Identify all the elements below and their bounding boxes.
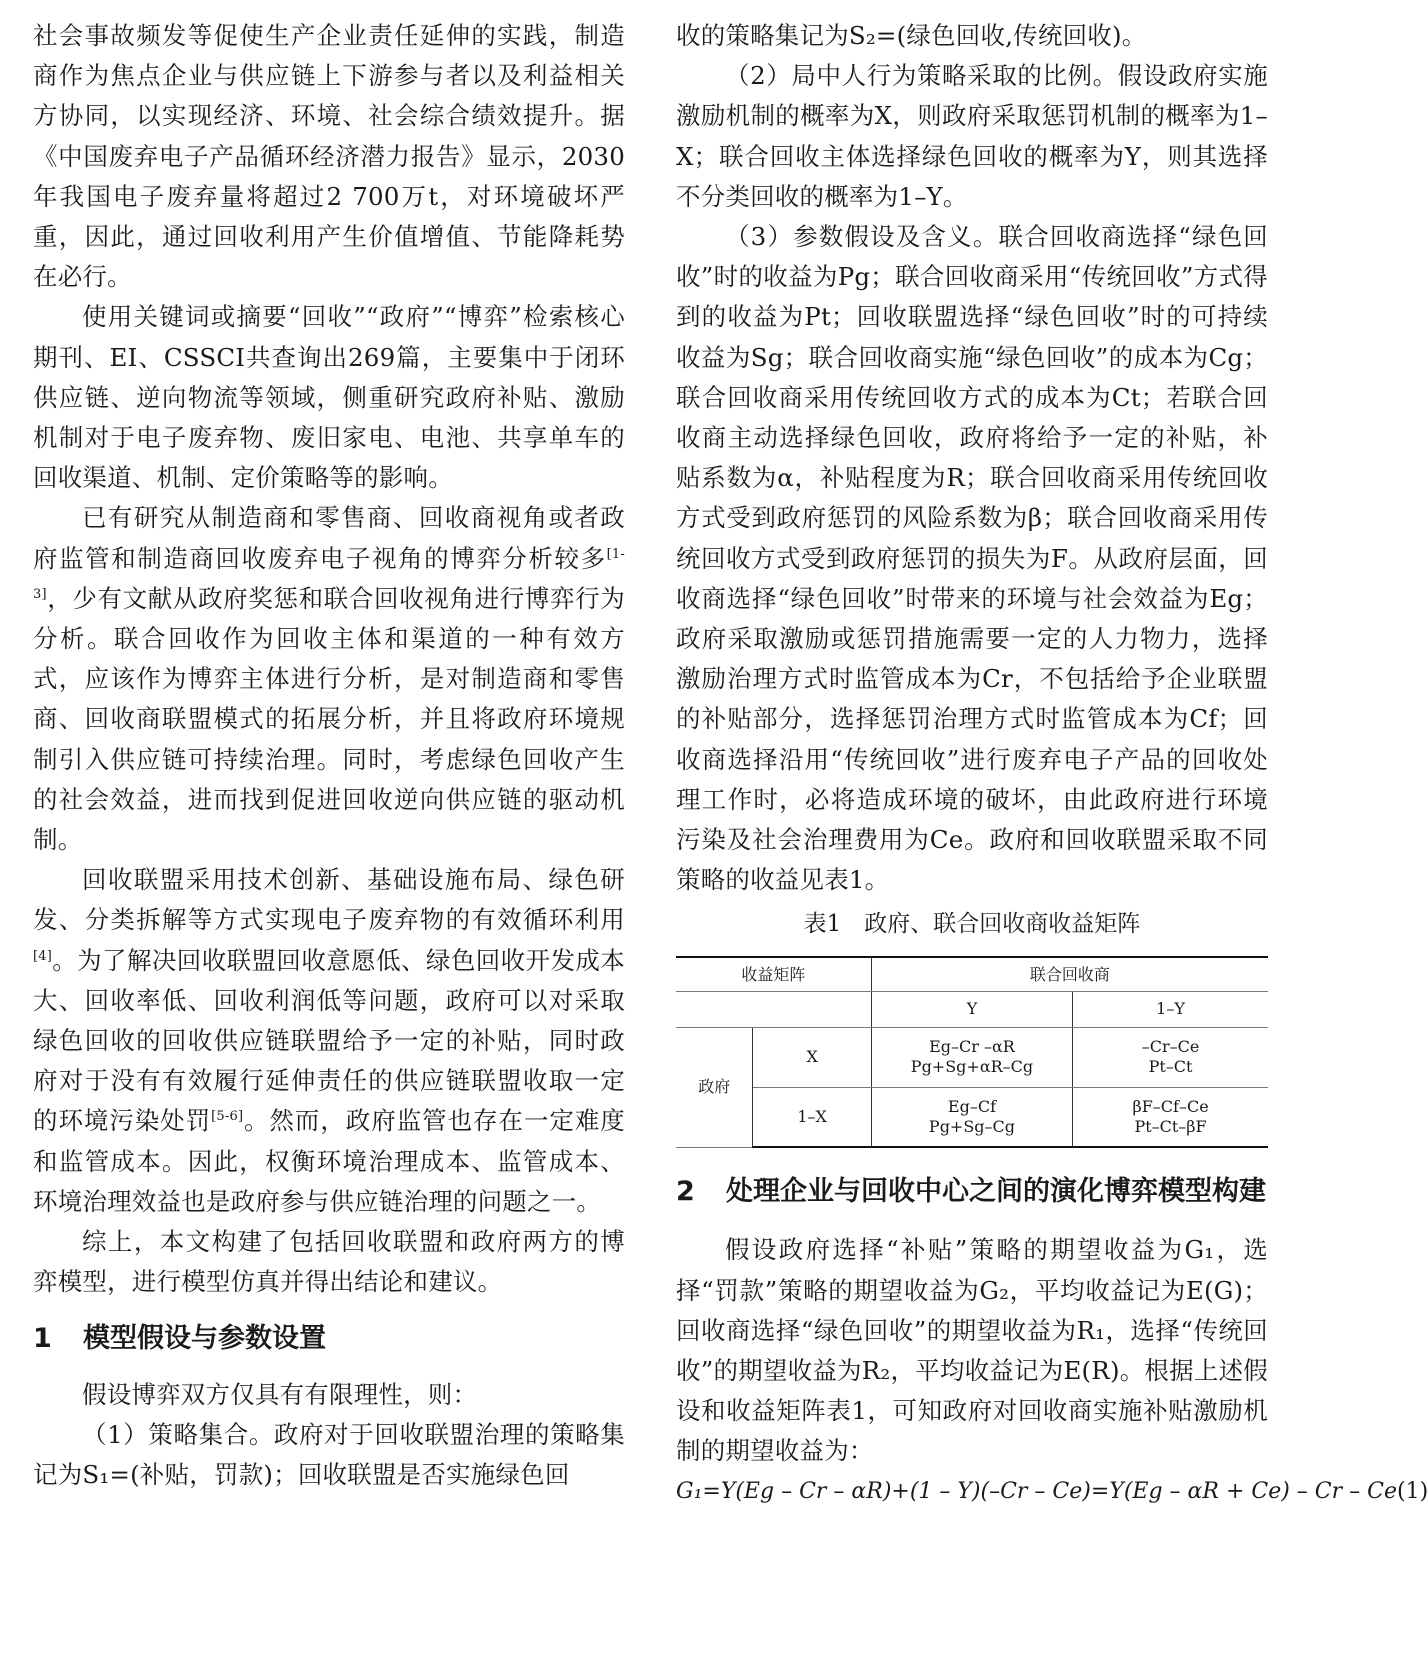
cell-line: Eg–Cf xyxy=(947,1097,997,1117)
paragraph-existing-research xyxy=(33,498,625,860)
cell-line: Pg+Sg+αR–Cg xyxy=(910,1057,1034,1077)
table-cell xyxy=(871,1027,1072,1087)
section-title: 处理企业与回收中心之间的演化博弈模型构建 xyxy=(726,1176,1266,1208)
paragraph-recycling-alliance xyxy=(33,860,625,1222)
table-header-cell: Y xyxy=(871,991,1072,1027)
table-header-cell: 联合回收商 xyxy=(871,957,1268,991)
paragraph-text: 。然而，政府监管也存在一定难度和监管成本。因此，权衡环境治理成本、监管成本、环境治理效益也是政府参与供应链治理的问题之一。 xyxy=(33,1106,625,1216)
table-cell xyxy=(1073,1027,1268,1087)
cell-line: –Cr–Ce xyxy=(1141,1037,1200,1057)
cell-line: Pg+Sg–Cg xyxy=(928,1117,1016,1137)
table-header-cell: 1–Y xyxy=(1073,991,1268,1027)
table-cell xyxy=(676,991,871,1027)
payoff-matrix-table xyxy=(676,956,1268,1148)
paragraph-expected-payoff: 假设政府选择“补贴”策略的期望收益为G₁，选择“罚款”策略的期望收益为G₂，平均收益记为E(G)；回收商选择“绿色回收”的期望收益为R₁，选择“传统回收”的期望收益为R₂，平均收益记为E(R)。根据上述假设和收益矩阵表1，可知政府对回收商实施补贴激励机制的期望收益为： xyxy=(676,1235,1268,1466)
section-title: 模型假设与参数设置 xyxy=(83,1322,326,1354)
equation-number: (1) xyxy=(1396,1478,1428,1504)
paragraph-intro-continued: 社会事故频发等促使生产企业责任延伸的实践，制造商作为焦点企业与供应链上下游参与者以及利益相关方协同，以实现经济、环境、社会综合绩效提升。据《中国废弃电子产品循环经济潜力报告》显示，2030年我国电子废弃量将超过2 700万t，对环境破坏严重，因此，通过回收利用产生价值增值、节能降耗势在必行。 xyxy=(33,21,625,292)
cell-line: βF–Cf–Ce xyxy=(1132,1097,1209,1117)
table-header-cell: 收益矩阵 xyxy=(676,957,871,991)
table-cell xyxy=(871,1087,1072,1147)
section-number: 2 xyxy=(676,1176,695,1208)
paragraph-text: 已有研究从制造商和零售商、回收商视角或者政府监管和制造商回收废弃电子视角的博弈分析较多 xyxy=(33,503,625,573)
citation-ref: [4] xyxy=(33,948,53,964)
left-column xyxy=(33,16,625,1495)
section-heading-1 xyxy=(33,1319,625,1359)
paragraph-text: 。为了解决回收联盟回收意愿低、绿色回收开发成本大、回收率低、回收利润低等问题，政府可以对采取绿色回收的回收供应链联盟给予一定的补贴，同时政府对于没有有效履行延伸责任的供应链联盟收取一定的环境污染处罚 xyxy=(33,945,625,1136)
right-column xyxy=(676,16,1428,1512)
citation-ref: [1-3] xyxy=(33,546,625,602)
section-heading-2 xyxy=(676,1172,1268,1212)
paragraph-strategy-set-continued: 收的策略集记为S₂=(绿色回收,传统回收)。 xyxy=(676,21,1147,50)
paragraph-probabilities: （2）局中人行为策略采取的比例。假设政府实施激励机制的概率为X，则政府采取惩罚机制的概率为1–X；联合回收主体选择绿色回收的概率为Y，则其选择不分类回收的概率为1–Y。 xyxy=(676,61,1268,211)
cell-line: Pt–Ct xyxy=(1148,1057,1193,1077)
equation-body: G₁=Y(Eg – Cr – αR)+(1 – Y)(–Cr – Ce)=Y(Eg – αR + Ce) – Cr – Ce xyxy=(676,1478,1397,1504)
table-cell xyxy=(1073,1087,1268,1147)
table-row-header: X xyxy=(753,1027,871,1087)
paragraph-strategy-set: （1）策略集合。政府对于回收联盟治理的策略集记为S₁=(补贴，罚款)；回收联盟是否实施绿色回 xyxy=(33,1419,625,1489)
cell-line: Pt–Ct–βF xyxy=(1134,1117,1207,1137)
paragraph-parameters: （3）参数假设及含义。联合回收商选择“绿色回收”时的收益为Pg；联合回收商采用“传统回收”方式得到的收益为Pt；回收联盟选择“绿色回收”时的可持续收益为Sg；联合回收商实施“绿色回收”的成本为Cg；联合回收商采用传统回收方式的成本为Ct；若联合回收商主动选择绿色回收，政府将给予一定的补贴，补贴系数为α，补贴程度为R；联合回收商采用传统回收方式受到政府惩罚的风险系数为β；联合回收商采用传统回收方式受到政府惩罚的损失为F。从政府层面，回收商选择“绿色回收”时带来的环境与社会效益为Eg；政府采取激励或惩罚措施需要一定的人力物力，选择激励治理方式时监管成本为Cr，不包括给予企业联盟的补贴部分，选择惩罚治理方式时监管成本为Cf；回收商选择沿用“传统回收”进行废弃电子产品的回收处理工作时，必将造成环境的破坏，由此政府进行环境污染及社会治理费用为Ce。政府和回收联盟采取不同策略的收益见表1。 xyxy=(676,222,1268,895)
table-row-header: 政府 xyxy=(676,1027,753,1147)
table-caption: 表1 政府、联合回收商收益矩阵 xyxy=(803,911,1141,938)
paragraph-assumption: 假设博弈双方仅具有有限理性，则： xyxy=(82,1379,478,1409)
paragraph-text: ，少有文献从政府奖惩和联合回收视角进行博弈行为分析。联合回收作为回收主体和渠道的一种有效方式，应该作为博弈主体进行分析，是对制造商和零售商、回收商联盟模式的拓展分析，并且将政府环境规制引入供应链可持续治理。同时，考虑绿色回收产生的社会效益，进而找到促进回收逆向供应链的驱动机制。 xyxy=(33,583,625,855)
cell-line: Eg–Cr –αR xyxy=(929,1037,1015,1057)
paragraph-literature-search: 使用关键词或摘要“回收”“政府”“博弈”检索核心期刊、EI、CSSCI共查询出269篇，主要集中于闭环供应链、逆向物流等领域，侧重研究政府补贴、激励机制对于电子废弃物、废旧家电、电池、共享单车的回收渠道、机制、定价策略等的影响。 xyxy=(33,302,625,493)
citation-ref: [5-6] xyxy=(211,1109,244,1125)
paragraph-text: 回收联盟采用技术创新、基础设施布局、绿色研发、分类拆解等方式实现电子废弃物的有效循环利用 xyxy=(33,865,625,935)
equation-1 xyxy=(676,1472,1428,1512)
section-number: 1 xyxy=(33,1322,52,1354)
paragraph-summary: 综上，本文构建了包括回收联盟和政府两方的博弈模型，进行模型仿真并得出结论和建议。 xyxy=(33,1227,625,1297)
table-row-header: 1–X xyxy=(753,1087,871,1147)
